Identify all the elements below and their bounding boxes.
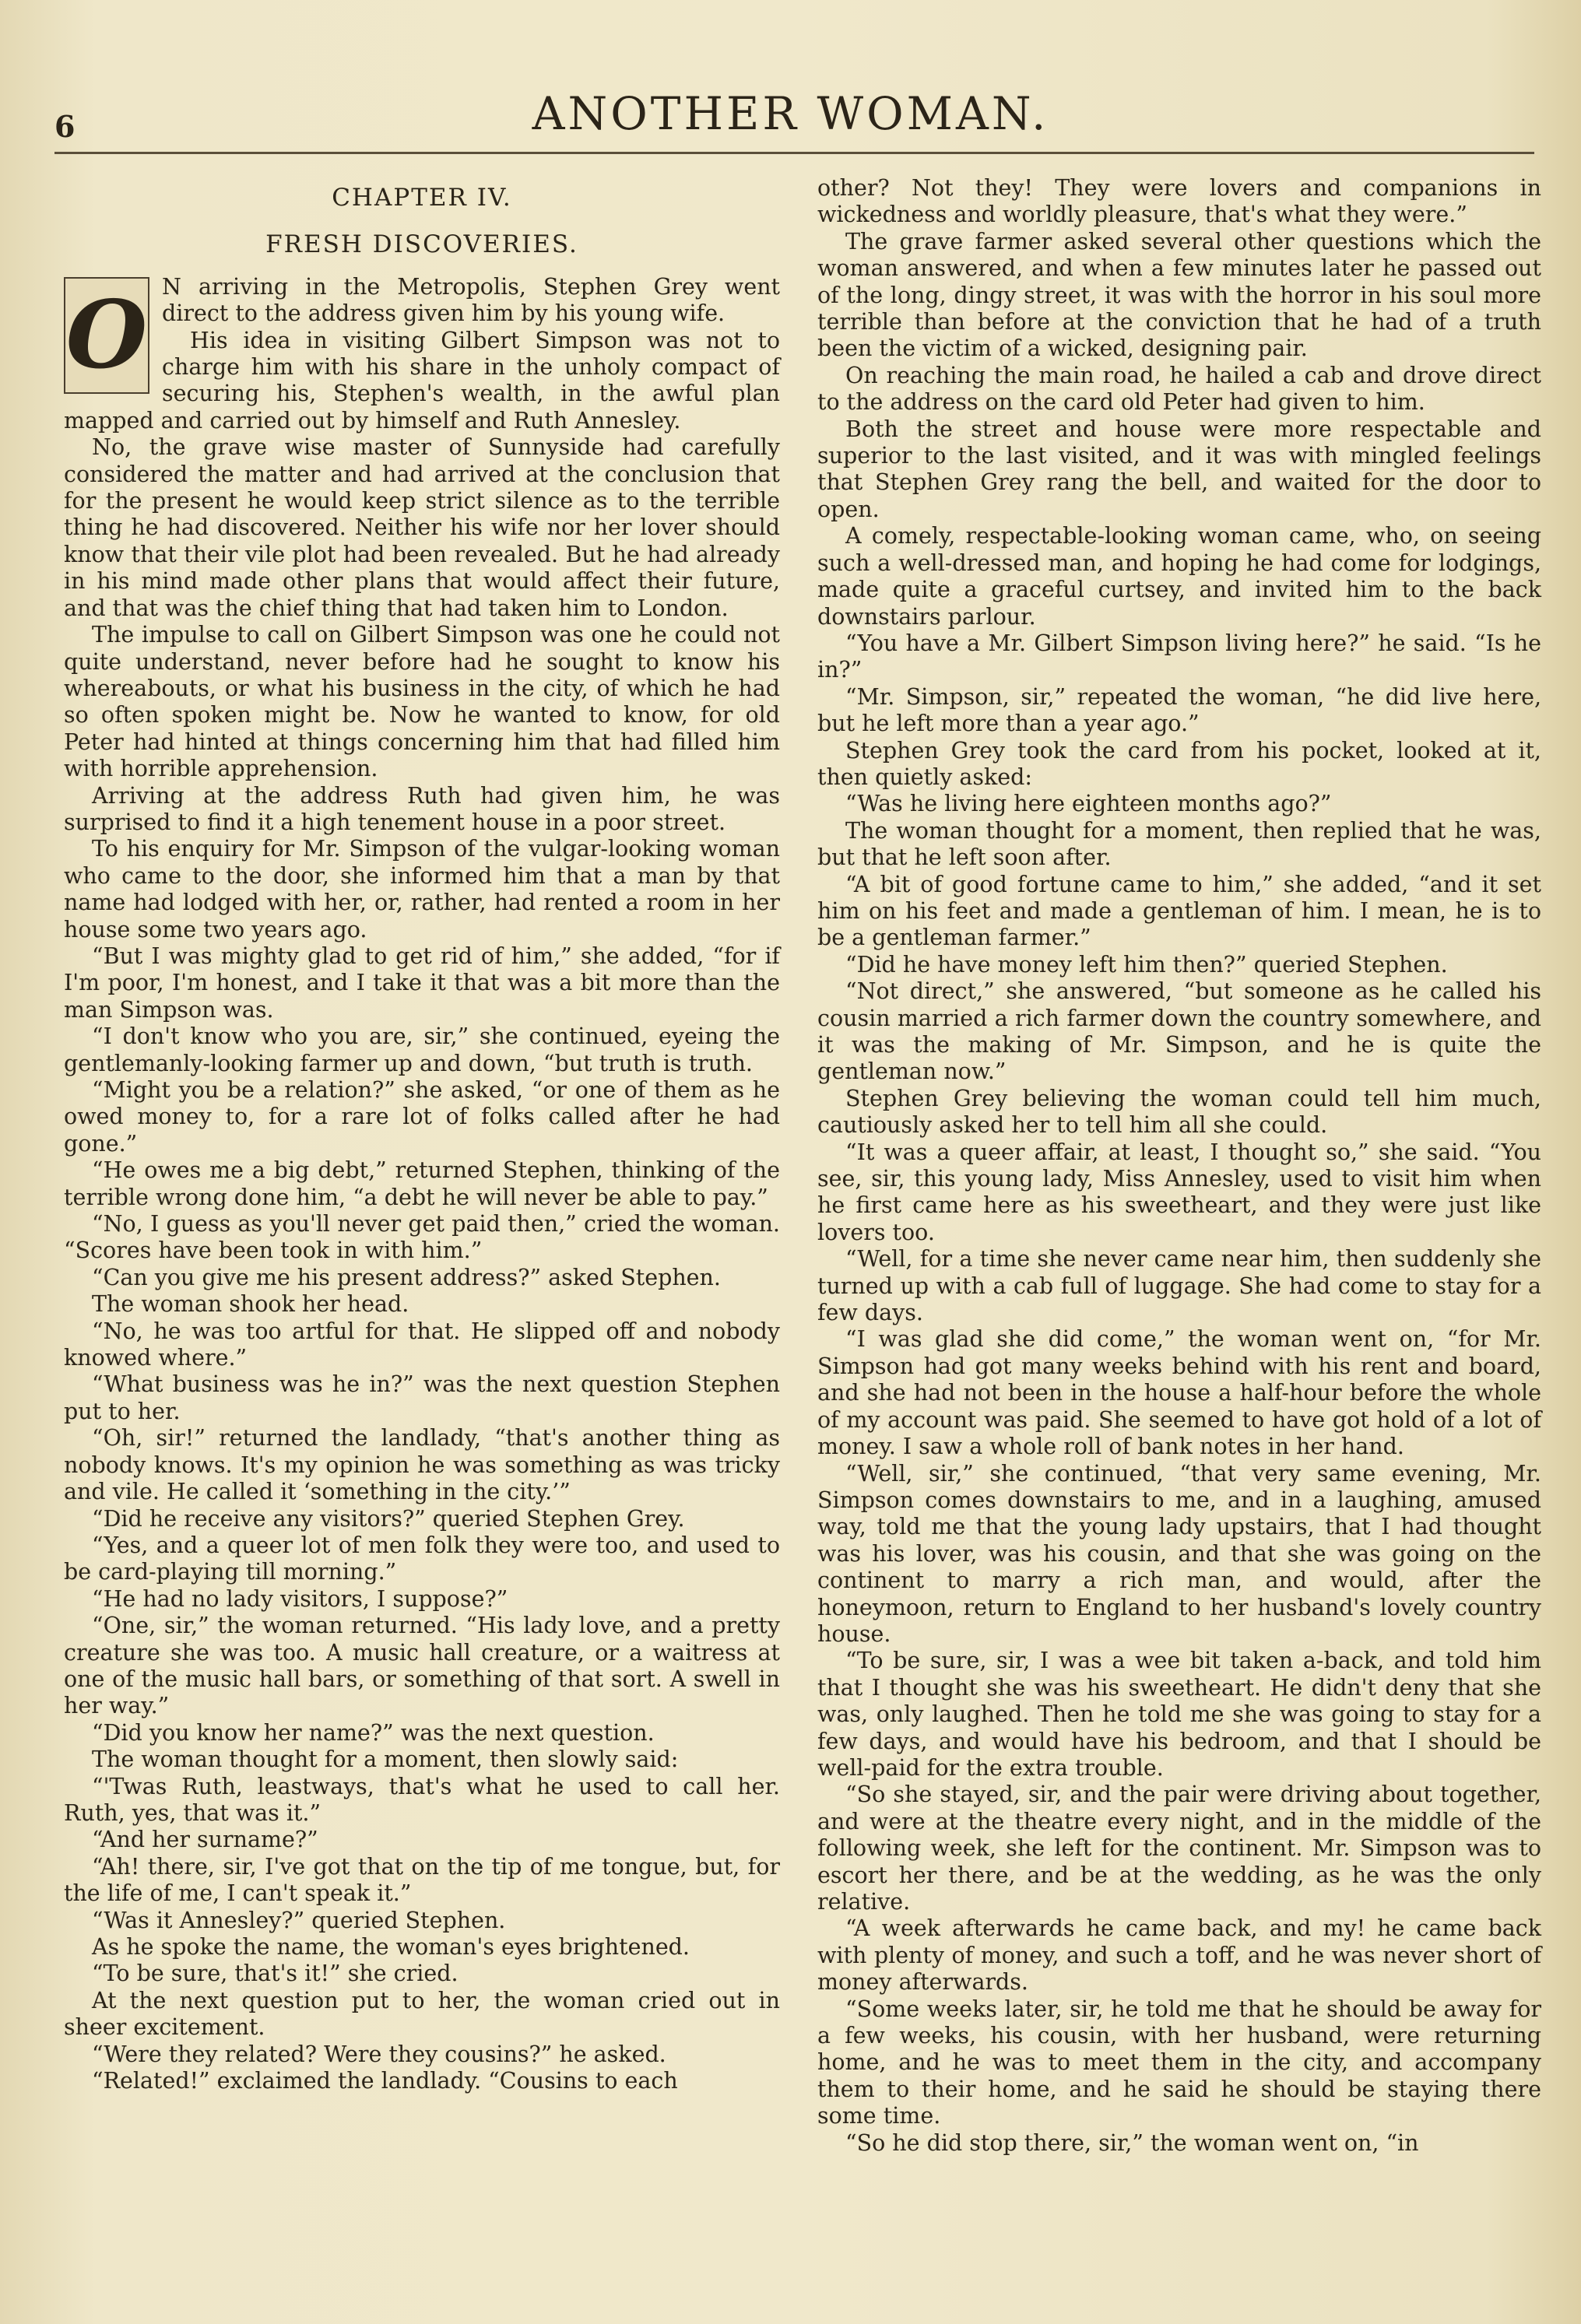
left-column bbox=[64, 175, 780, 2094]
paragraph: “Related!” exclaimed the landlady. “Cousins to each bbox=[92, 2068, 678, 2094]
paragraph: “He had no lady visitors, I suppose?” bbox=[92, 1585, 508, 1612]
paragraph: Both the street and house were more respectable and superior to the last visited, and it was with mingled feelings that Stephen Grey rang the bell, and waited for the door to open. bbox=[817, 416, 1541, 522]
header-rule bbox=[54, 152, 1534, 154]
paragraph: No, the grave wise master of Sunnyside had carefully considered the matter and had arrived at the conclusion that for the present he would keep strict silence as to the terrible thing he had discovered. Neither his wife nor her lover should know that their vile plot had been revealed. But he had already in his mind made other plans that would affect their future, and that was the chief thing that had taken him to London. bbox=[64, 434, 780, 621]
paragraph: “A week afterwards he came back, and my! he came back with plenty of money, and such a toff, and he was never short of money afterwards. bbox=[817, 1915, 1541, 1996]
paragraph: “No, I guess as you'll never get paid then,” cried the woman. “Scores have been took in with him.” bbox=[64, 1211, 780, 1264]
paragraph: “A bit of good fortune came to him,” she added, “and it set him on his feet and made a gentleman of him. I mean, he is to be a gentleman farmer.” bbox=[817, 871, 1541, 951]
paragraph: “Might you be a relation?” she asked, “or one of them as he owed money to, for a rare lot of folks called after he had gone.” bbox=[64, 1077, 780, 1157]
paragraph: The grave farmer asked several other questions which the woman answered, and when a few minutes later he passed out of the long, dingy street, it was with the horror in his soul more terrible than before at the conviction that he had of a truth been the victim of a wicked, designing pair. bbox=[817, 228, 1541, 362]
paragraph: “To be sure, that's it!” she cried. bbox=[92, 1961, 458, 1987]
paragraph: “And her surname?” bbox=[92, 1827, 318, 1853]
paragraph: “It was a queer affair, at least, I thought so,” she said. “You see, sir, this young lady, Miss Annesley, used to visit him when he first came here as his sweetheart, and they were just like lovers too. bbox=[817, 1139, 1541, 1245]
paragraph: “He owes me a big debt,” returned Stephen, thinking of the terrible wrong done him, “a debt he will never be able to pay.” bbox=[64, 1157, 780, 1210]
paragraph: “Mr. Simpson, sir,” repeated the woman, “he did live here, but he left more than a year ago.” bbox=[817, 683, 1541, 737]
page-number: 6 bbox=[54, 109, 76, 144]
paragraph: “Well, for a time she never came near him, then suddenly she turned up with a cab full of luggage. She had come to stay for a few days. bbox=[817, 1246, 1541, 1326]
paragraph: “So she stayed, sir, and the pair were driving about together, and were at the theatre every night, and in the middle of the following week, she left for the continent. Mr. Simpson was to escort her there, and be at the wedding, as he was the only relative. bbox=[817, 1782, 1541, 1915]
paragraph: The woman shook her head. bbox=[92, 1291, 409, 1318]
paragraph: As he spoke the name, the woman's eyes brightened. bbox=[92, 1934, 690, 1960]
paragraph: “To be sure, sir, I was a wee bit taken a-back, and told him that I thought she was his sweetheart. He didn't deny that she was, only laughed. Then he told me she was going to stay for a few days, and would have his bedroom, and that I should be well-paid for the extra trouble. bbox=[817, 1648, 1541, 1781]
paragraph: “Some weeks later, sir, he told me that he should be away for a few weeks, his cousin, with her husband, were returning home, and he was to meet them in the city, and accompany them to their home, and he said he should be staying there some time. bbox=[817, 1996, 1541, 2129]
paragraph: On reaching the main road, he hailed a cab and drove direct to the address on the card old Peter had given to him. bbox=[817, 362, 1541, 416]
paragraph: “I was glad she did come,” the woman went on, “for Mr. Simpson had got many weeks behind with his rent and board, and she had not been in the house a half-hour before the whole of my account was paid. She seemed to have got hold of a lot of money. I saw a whole roll of bank notes in her hand. bbox=[817, 1326, 1541, 1460]
chapter-number: CHAPTER IV. bbox=[332, 184, 512, 212]
paragraph: A comely, respectable-looking woman came, who, on seeing such a well-dressed man, and hoping he had come for lodgings, made quite a graceful curtsey, and invited him to the back downstairs parlour. bbox=[817, 523, 1541, 630]
paragraph: “Not direct,” she answered, “but someone as he called his cousin married a rich farmer down the country somewhere, and it was the making of Mr. Simpson, and he is quite the gentleman now.” bbox=[817, 978, 1541, 1085]
paragraph: “Yes, and a queer lot of men folk they were too, and used to be card-playing till morning.” bbox=[64, 1532, 780, 1585]
paragraph: At the next question put to her, the woman cried out in sheer excitement. bbox=[64, 1987, 780, 2041]
paragraph: “You have a Mr. Gilbert Simpson living here?” he said. “Is he in?” bbox=[817, 630, 1541, 683]
dropcap-initial: O bbox=[64, 277, 149, 394]
running-title: ANOTHER WOMAN. bbox=[532, 87, 1049, 140]
paragraph: “Did you know her name?” was the next question. bbox=[92, 1719, 655, 1746]
paragraph: “So he did stop there, sir,” the woman went on, “in bbox=[845, 2129, 1419, 2156]
paragraph: His idea in visiting Gilbert Simpson was not to charge him with his share in the unholy compact of securing his, Stephen's wealth, in the awful plan mapped and carried out by himself and Ruth Annesley. bbox=[64, 327, 780, 434]
paragraph: “Did he have money left him then?” queried Stephen. bbox=[845, 951, 1448, 978]
paragraph: “But I was mighty glad to get rid of him,” she added, “for if I'm poor, I'm honest, and I take it that was a bit more than the man Simpson was. bbox=[64, 943, 780, 1023]
paragraph: “Can you give me his present address?” asked Stephen. bbox=[92, 1264, 721, 1290]
paragraph: “Were they related? Were they cousins?” he asked. bbox=[92, 2041, 666, 2067]
right-column bbox=[817, 175, 1541, 2157]
paragraph: The impulse to call on Gilbert Simpson was one he could not quite understand, never before had he sought to know his whereabouts, or what his business in the city, of which he had so often spoken might be. Now he wanted to know, for old Peter had hinted at things concerning him that had filled him with horrible apprehension. bbox=[64, 622, 780, 782]
paragraph: “Well, sir,” she continued, “that very same evening, Mr. Simpson comes downstairs to me, and in a laughing, amused way, told me that the young lady upstairs, that I had thought was his lover, was his cousin, and that she was going on the continent to marry a rich man, and would, after the honeymoon, return to England to her husband's lovely country house. bbox=[817, 1460, 1541, 1647]
paragraph: The woman thought for a moment, then replied that he was, but that he left soon after. bbox=[817, 817, 1541, 871]
paragraph: “Did he receive any visitors?” queried Stephen Grey. bbox=[92, 1505, 685, 1532]
paragraph: “Ah! there, sir, I've got that on the tip of me tongue, but, for the life of me, I can't speak it.” bbox=[64, 1853, 780, 1907]
paragraph: “Was he living here eighteen months ago?” bbox=[845, 791, 1332, 817]
paragraph: To his enquiry for Mr. Simpson of the vulgar-looking woman who came to the door, she informed him that a man by that name had lodged with her, or, rather, had rented a room in her house some two years ago. bbox=[64, 836, 780, 943]
paragraph: “One, sir,” the woman returned. “His lady love, and a pretty creature she was too. A music hall creature, or a waitress at one of the music hall bars, or something of that sort. A swell in her way.” bbox=[64, 1613, 780, 1719]
left-paragraphs bbox=[64, 274, 780, 2095]
paragraph: Stephen Grey believing the woman could tell him much, cautiously asked her to tell him all she could. bbox=[817, 1085, 1541, 1139]
paragraph: N arriving in the Metropolis, Stephen Grey went direct to the address given him by his young wife. bbox=[162, 273, 780, 327]
paragraph: Stephen Grey took the card from his pocket, looked at it, then quietly asked: bbox=[817, 737, 1541, 790]
paragraph: “No, he was too artful for that. He slipped off and nobody knowed where.” bbox=[64, 1318, 780, 1371]
paragraph: other? Not they! They were lovers and companions in wickedness and worldly pleasure, that's what they were.” bbox=[817, 175, 1541, 228]
paragraph: “Was it Annesley?” queried Stephen. bbox=[92, 1907, 506, 1933]
chapter-title: FRESH DISCOVERIES. bbox=[265, 230, 578, 259]
right-paragraphs bbox=[817, 175, 1541, 2157]
paragraph: Arriving at the address Ruth had given him, he was surprised to find it a high tenement house in a poor street. bbox=[64, 782, 780, 835]
paragraph: “What business was he in?” was the next question Stephen put to her. bbox=[64, 1371, 780, 1424]
paragraph: The woman thought for a moment, then slowly said: bbox=[92, 1747, 679, 1773]
paragraph: “'Twas Ruth, leastways, that's what he used to call her. Ruth, yes, that was it.” bbox=[64, 1773, 780, 1826]
paragraph: “Oh, sir!” returned the landlady, “that's another thing as nobody knows. It's my opinion he was something as was tricky and vile. He called it ‘something in the city.’” bbox=[64, 1425, 780, 1505]
paragraph: “I don't know who you are, sir,” she continued, eyeing the gentlemanly-looking farmer up and down, “but truth is truth. bbox=[64, 1023, 780, 1076]
